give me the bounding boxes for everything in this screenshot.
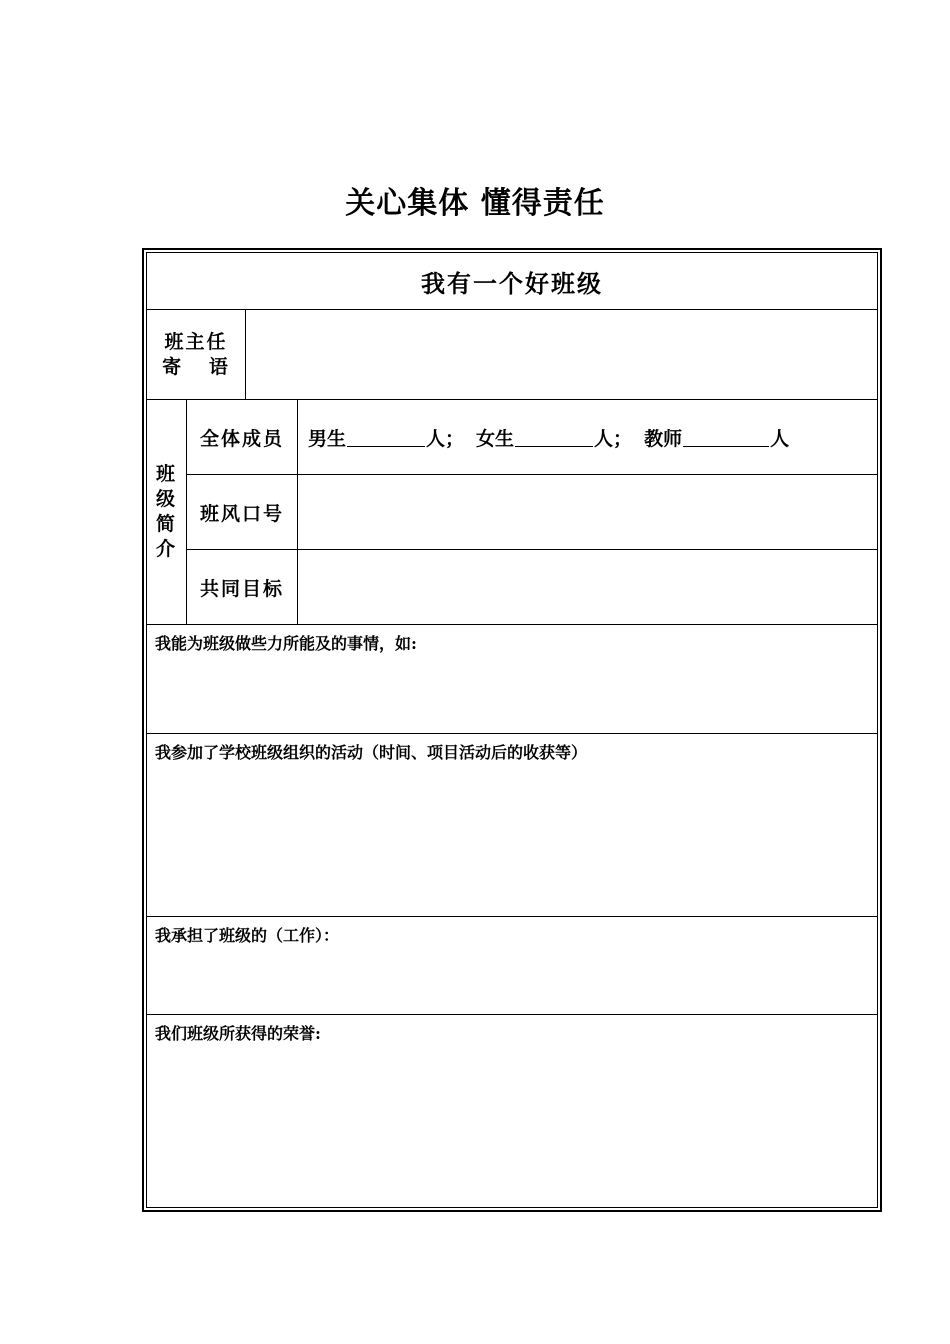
members-field (298, 400, 877, 474)
boys-prefix: 男生 (308, 427, 347, 450)
teacher-message-label-line2: 寄 语 (162, 355, 230, 378)
duties-section[interactable] (147, 917, 877, 1014)
slogan-field[interactable] (298, 475, 877, 549)
boys-suffix: 人； (426, 427, 465, 450)
teacher-message-label (147, 310, 245, 399)
girls-count-input[interactable] (515, 428, 593, 447)
activities-section[interactable] (147, 734, 877, 916)
honors-section[interactable] (147, 1015, 877, 1207)
members-label: 全体成员 (199, 427, 284, 450)
teachers-prefix: 教师 (644, 427, 683, 450)
goal-field[interactable] (298, 550, 877, 624)
goal-label: 共同目标 (199, 577, 284, 600)
girls-prefix: 女生 (476, 427, 515, 450)
class-intro-char: 介 (155, 538, 177, 560)
honors-prompt: 我们班级所获得的荣誉: (155, 1024, 321, 1043)
teachers-suffix: 人 (770, 427, 790, 450)
teacher-message-field[interactable] (246, 310, 877, 399)
contribution-prompt: 我能为班级做些力所能及的事情，如: (155, 634, 417, 653)
teacher-message-label-line1: 班主任 (164, 330, 228, 353)
class-form (142, 248, 882, 1212)
page-title: 关心集体 懂得责任 (345, 186, 605, 221)
class-intro-char: 班 (155, 463, 177, 485)
boys-count-input[interactable] (347, 428, 425, 447)
form-banner: 我有一个好班级 (421, 268, 603, 298)
girls-suffix: 人； (594, 427, 633, 450)
class-intro-char: 级 (155, 488, 177, 510)
teachers-count-input[interactable] (683, 428, 769, 447)
class-intro-side-label (147, 400, 186, 624)
contribution-section[interactable] (147, 625, 877, 733)
slogan-label: 班风口号 (199, 502, 284, 525)
duties-prompt: 我承担了班级的（工作）： (155, 926, 340, 945)
activities-prompt: 我参加了学校班级组织的活动（时间、项目活动后的收获等） (155, 743, 588, 762)
class-intro-char: 简 (155, 513, 177, 535)
